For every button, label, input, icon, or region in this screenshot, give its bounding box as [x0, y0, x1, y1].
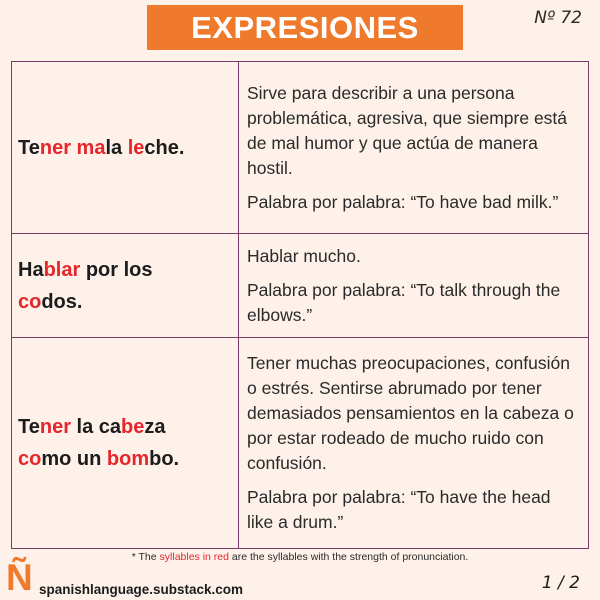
definition-text: Hablar mucho.	[247, 245, 361, 266]
phrase-segment: la ca	[70, 416, 122, 438]
phrase-line	[18, 411, 232, 443]
stressed-syllable: ner	[39, 416, 71, 438]
table-row	[12, 338, 589, 549]
literal-translation: Palabra por palabra: “To talk through the elbows.”	[247, 279, 561, 325]
definition-text: Tener muchas preocupaciones, confusión o estrés. Sentirse abrumado por tener demasiados pensamientos en la cabeza o por estar rodeado de mucho ruido con confusión.	[247, 353, 574, 473]
expression-phrase	[12, 62, 239, 234]
stressed-syllable: ma	[76, 136, 106, 159]
expression-definition	[239, 234, 589, 338]
footnote-prefix: * The	[131, 551, 160, 563]
stressed-syllable: le	[127, 136, 145, 159]
expression-definition	[239, 338, 589, 549]
phrase-segment: che.	[144, 136, 185, 159]
footnote	[0, 551, 600, 563]
brand-logo-icon: Ñ	[6, 557, 33, 598]
definition-text: Sirve para describir a una persona problemática, agresiva, que siempre está de mal humor y que actúa de manera hostil.	[247, 82, 568, 178]
site-url[interactable]: spanishlanguage.substack.com	[39, 582, 244, 597]
stressed-syllable: ner	[39, 136, 71, 159]
expression-phrase	[12, 234, 239, 338]
phrase-segment: por los	[80, 258, 153, 281]
phrase-line	[18, 443, 232, 475]
phrase-segment: za	[144, 416, 166, 438]
phrase-segment: mo un	[41, 448, 107, 470]
phrase-segment: bo.	[149, 448, 180, 470]
phrase-segment: Te	[18, 136, 40, 159]
phrase-segment: Te	[18, 416, 40, 438]
stressed-syllable: co	[18, 448, 42, 470]
table-row	[12, 234, 589, 338]
literal-translation: Palabra por palabra: “To have the head like a drum.”	[247, 487, 551, 532]
phrase-segment: dos.	[41, 290, 83, 313]
stressed-syllable: bom	[106, 448, 150, 470]
phrase-segment: la	[105, 136, 128, 159]
literal-translation: Palabra por palabra: “To have bad milk.”	[247, 191, 559, 212]
page-title: EXPRESIONES	[191, 9, 419, 45]
phrase-line	[18, 286, 232, 318]
footnote-highlight: syllables in red	[159, 551, 229, 563]
phrase-line	[18, 254, 232, 286]
page-indicator: 1 / 2	[541, 573, 580, 593]
stressed-syllable: be	[121, 416, 145, 438]
table-row	[12, 62, 589, 234]
expression-definition	[239, 62, 589, 234]
issue-number: Nº 72	[534, 8, 582, 28]
stressed-syllable: blar	[43, 258, 81, 281]
phrase-line	[18, 132, 232, 164]
title-banner	[147, 5, 463, 50]
expression-phrase	[12, 338, 239, 549]
phrase-segment: Ha	[18, 258, 44, 281]
expressions-table	[11, 61, 589, 549]
stressed-syllable: co	[18, 290, 42, 313]
footnote-suffix: are the syllables with the strength of pronunciation.	[228, 551, 469, 563]
